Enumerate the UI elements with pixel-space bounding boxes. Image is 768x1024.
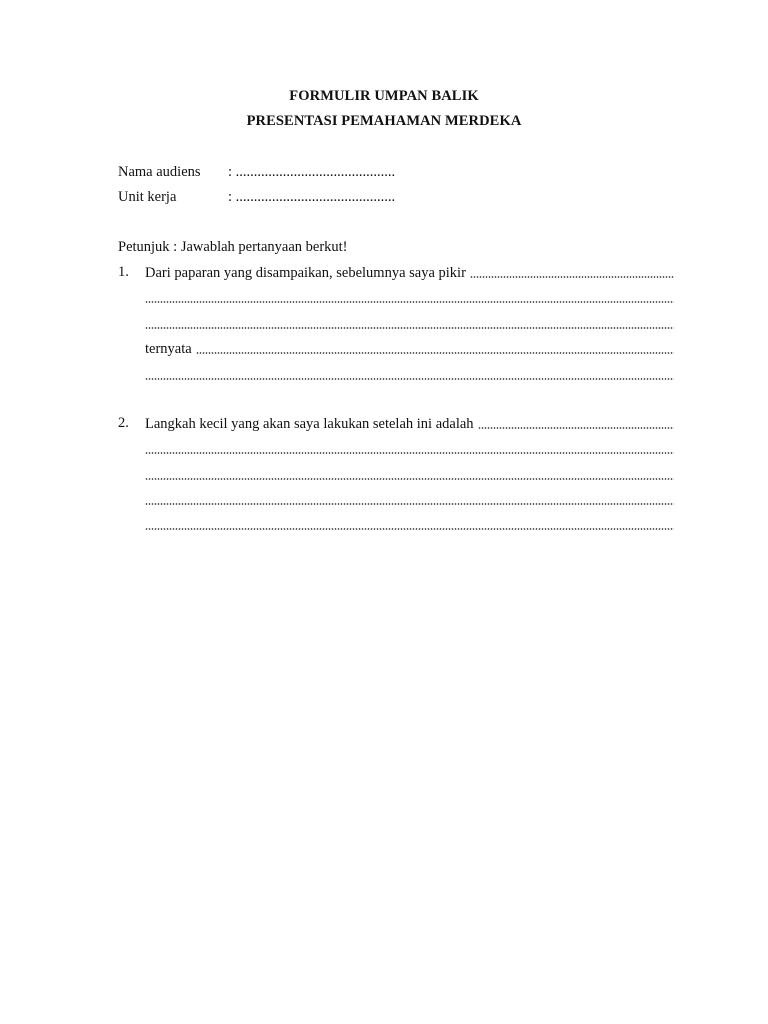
dotted-line[interactable]	[478, 426, 674, 430]
question-1-answer-line-2[interactable]	[145, 287, 674, 307]
unit-kerja-label: Unit kerja	[118, 189, 177, 205]
nama-audiens-label: Nama audiens	[118, 164, 201, 180]
dotted-line[interactable]	[145, 477, 674, 481]
question-1-answer-line-5[interactable]	[145, 364, 674, 384]
question-2-number: 2.	[118, 415, 129, 431]
question-1-number: 1.	[118, 264, 129, 280]
dotted-line[interactable]	[470, 275, 674, 279]
form-title: FORMULIR UMPAN BALIK	[289, 88, 479, 104]
dotted-line[interactable]	[145, 300, 674, 304]
dotted-line[interactable]	[145, 451, 674, 455]
question-1-answer-line-1[interactable]	[145, 262, 674, 282]
question-2-answer-line-5[interactable]	[145, 514, 674, 534]
question-2-answer-line-2[interactable]	[145, 438, 674, 458]
question-1-answer-line-3[interactable]	[145, 313, 674, 333]
unit-kerja-field[interactable]	[118, 189, 395, 206]
dotted-line[interactable]	[145, 502, 674, 506]
instruction-text: Petunjuk : Jawablah pertanyaan berkut!	[118, 239, 348, 255]
question-2-answer-line-1[interactable]	[145, 413, 674, 433]
nama-audiens-blank[interactable]: : ............................................	[228, 164, 396, 180]
question-2-answer-line-4[interactable]	[145, 489, 674, 509]
question-2-prompt: Langkah kecil yang akan saya lakukan setelah ini adalah	[145, 416, 478, 433]
question-1-prompt: Dari paparan yang disampaikan, sebelumnya saya pikir	[145, 265, 470, 282]
question-2-answer-line-3[interactable]	[145, 464, 674, 484]
dotted-line[interactable]	[145, 377, 674, 381]
dotted-line[interactable]	[145, 527, 674, 531]
dotted-line[interactable]	[145, 326, 674, 330]
question-1-answer-line-4[interactable]	[145, 338, 674, 358]
unit-kerja-blank[interactable]: : ............................................	[228, 189, 396, 205]
dotted-line[interactable]	[196, 351, 674, 355]
nama-audiens-field[interactable]	[118, 164, 395, 181]
question-1-second-prompt: ternyata	[145, 341, 196, 358]
form-subtitle: PRESENTASI PEMAHAMAN MERDEKA	[246, 113, 522, 129]
